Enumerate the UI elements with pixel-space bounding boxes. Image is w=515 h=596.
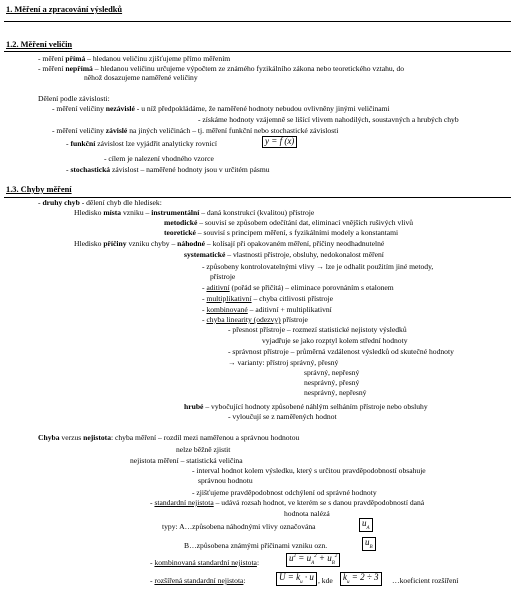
- text-line: B…způsobena známými příčinami vzniku ozn.: [184, 541, 328, 550]
- text-line: nejistota měření – statistická veličina: [130, 456, 243, 465]
- formula-box: $u_B$: [362, 537, 376, 551]
- formula-box: $u^2 = u_A^2 + u_B^2$: [286, 553, 340, 567]
- text-line: - cílem je nalezení vhodného vzorce: [104, 154, 214, 163]
- text-line: - chyba linearity (odezvy) přístroje: [202, 315, 308, 324]
- text-line: - standardní nejistota – udává rozsah hodnot, ve kterém se s danou pravděpodobností daná: [150, 498, 425, 507]
- formula-box: $u_A$: [359, 518, 373, 532]
- text-line: teoretické – souvisí s principem měření, s fyzikálními modely a konstantami: [164, 228, 399, 237]
- text-line: vyjadřuje se jako rozptyl kolem střední hodnoty: [262, 336, 408, 345]
- text-line: - rozšířená standardní nejistota:: [150, 576, 246, 585]
- text-line: Dělení podle závislosti:: [38, 94, 110, 103]
- text-line: Hledisko příčiny vzniku chyby – náhodné – kolísají při opakovaném měření, příčiny neodhadnutelné: [74, 239, 385, 248]
- text-line: → varianty: přístroj správný, přesný: [228, 358, 339, 367]
- text-line: - funkční závislost lze vyjádřit analyticky rovnicí: [66, 139, 218, 148]
- text-line: - kombinovaná standardní nejistota:: [150, 558, 260, 567]
- formula-box: $U = k_u \cdot u$: [276, 572, 317, 586]
- text-line: - kombinované – aditivní + multiplikativní: [202, 305, 332, 314]
- text-line: nesprávný, přesný: [304, 378, 360, 387]
- text-line: - aditivní (pořád se přičítá) – eliminace porovnáním s etalonem: [202, 283, 394, 292]
- text-line: - vyloučují se z naměřených hodnot: [228, 412, 337, 421]
- section-divider: [4, 21, 511, 22]
- text-line: systematické – vlastnosti přístroje, obsluhy, nedokonalost měření: [184, 250, 384, 259]
- text-line: Hledisko místa vzniku – instrumentální – daná konstrukcí (kvalitou) přístroje: [74, 208, 315, 217]
- text-line: přístroje: [210, 272, 236, 281]
- text-line: správnou hodnotu: [198, 476, 253, 485]
- text-line: - stochastická závislost – naměřené hodnoty jsou v určitém pásmu: [66, 165, 270, 174]
- formula-box: y = f (x): [262, 136, 297, 148]
- text-line: , kde: [318, 576, 333, 585]
- text-line: hrubé – vybočující hodnoty způsobené náhlým selháním přístroje nebo obsluhy: [184, 402, 428, 411]
- text-line: správný, nepřesný: [304, 368, 360, 377]
- text-line: - získáme hodnoty vzájemně se lišící vlivem nahodilých, soustavných a hrubých chyb: [198, 115, 459, 124]
- text-line: - multiplikativní – chyba citlivosti přístroje: [202, 294, 333, 303]
- text-line: Chyba verzus nejistota: chyba měření – rozdíl mezi naměřenou a správnou hodnotou: [38, 433, 300, 442]
- text-line: …koeficient rozšíření: [392, 576, 459, 585]
- formula-box: $k_u = 2 \div 3$: [340, 572, 382, 586]
- text-line: nesprávný, nepřesný: [304, 388, 367, 397]
- text-line: typy: A…způsobena náhodnými vlivy označována: [162, 522, 316, 531]
- text-line: - způsobeny kontrolovatelnými vlivy → lze je odhalit použitím jiné metody,: [202, 262, 434, 271]
- text-line: hodnota nalézá: [284, 509, 330, 518]
- section-divider: [4, 51, 511, 52]
- text-line: - měření veličiny nezávislé - u níž předpokládáme, že naměřené hodnoty nebudou ovlivněny jinými veličinami: [52, 104, 390, 113]
- section-title-1: 1. Měření a zpracování výsledků: [6, 5, 123, 14]
- text-line: - měření přímá – hledanou veličinu zjišťujeme přímo měřením: [38, 54, 231, 63]
- text-line: něhož dosazujeme naměřené veličiny: [84, 73, 198, 82]
- text-line: - druhy chyb - dělení chyb dle hledisek:: [38, 198, 162, 207]
- text-line: - přesnost přístroje – rozmezí statistické nejistoty výsledků: [228, 325, 407, 334]
- text-line: - měření veličiny závislé na jiných veličinách – tj. měření funkční nebo stochastické závislosti: [52, 126, 339, 135]
- text-line: metodické – souvisí se způsobem odečítání dat, eliminací vnějších rušivých vlivů: [164, 218, 414, 227]
- section-title-1-2: 1.2. Měření veličin: [6, 40, 73, 49]
- text-line: nelze běžně zjistit: [176, 445, 231, 454]
- text-line: - správnost přístroje – průměrná vzdálenost výsledků od skutečné hodnoty: [228, 347, 454, 356]
- section-title-1-3: 1.3. Chyby měření: [6, 185, 72, 194]
- text-line: - zjišťujeme pravděpodobnost odchýlení od správné hodnoty: [192, 488, 377, 497]
- text-line: - interval hodnot kolem výsledku, který s určitou pravděpodobností obsahuje: [192, 466, 426, 475]
- text-line: - měření nepřímá – hledanou veličinu určujeme výpočtem ze známého fyzikálního zákona nebo teoretického vztahu, do: [38, 64, 405, 73]
